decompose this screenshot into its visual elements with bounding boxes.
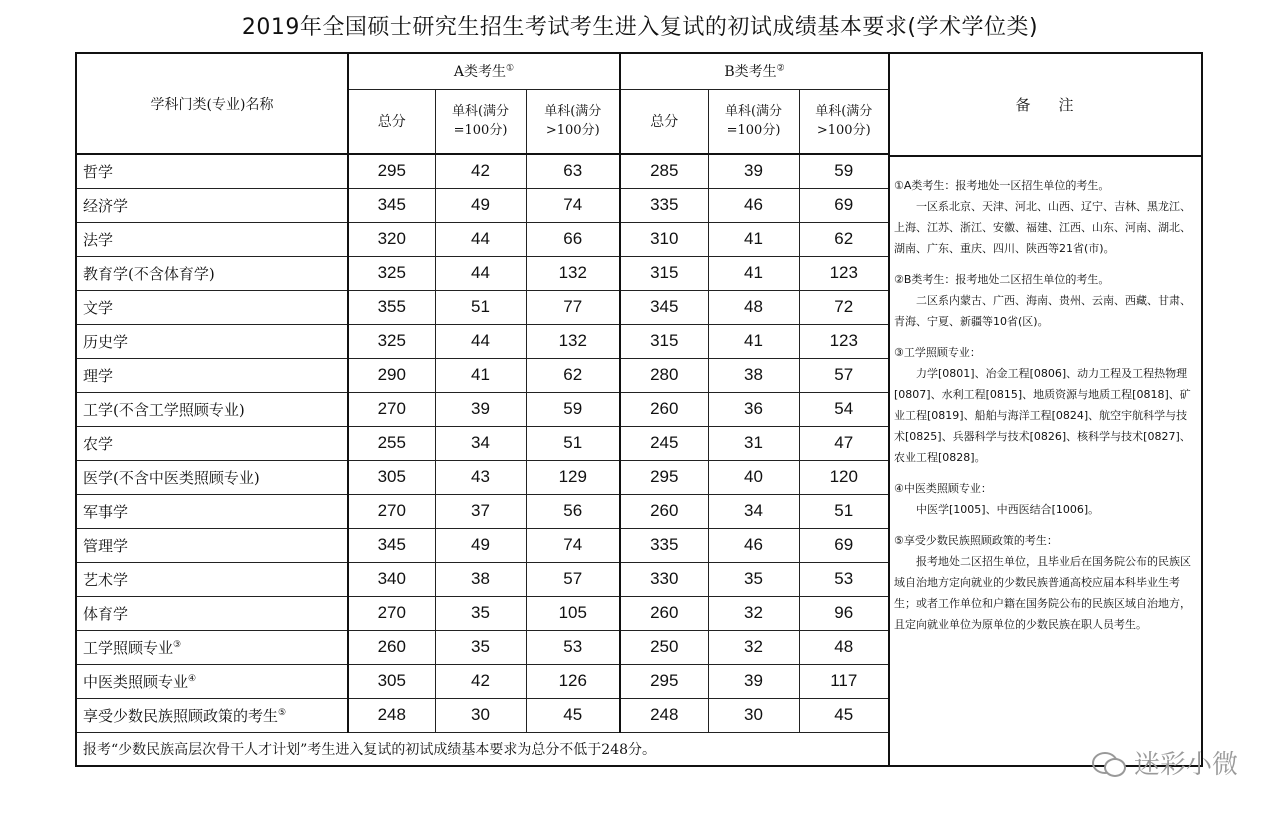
- note-block: [894, 530, 1195, 635]
- b-single-gt100-cell: 117: [799, 664, 889, 698]
- b-single-100-cell: 46: [708, 528, 799, 562]
- b-single-100-cell: 31: [708, 426, 799, 460]
- a-total-cell: 270: [348, 494, 435, 528]
- b-total-cell: 335: [620, 528, 708, 562]
- subject-name: 管理学: [76, 528, 348, 562]
- note-text: 报考地处二区招生单位，且毕业后在国务院公布的民族区域自治地方定向就业的少数民族普通高校应届本科毕业生考生；或者工作单位和户籍在国务院公布的民族区域自治地方，且定向就业单位为原单位的少数民族在职人员考生。: [894, 555, 1191, 631]
- subject-name: 经济学: [76, 188, 348, 222]
- group-a-header: A类考生①: [348, 53, 620, 89]
- b-single-gt100-cell: 51: [799, 494, 889, 528]
- b-single-gt100-cell: 123: [799, 256, 889, 290]
- a-single-gt100-cell: 63: [526, 154, 620, 188]
- b-single-100-cell: 35: [708, 562, 799, 596]
- notes-body: [888, 157, 1201, 635]
- note-title: ⑤享受少数民族照顾政策的考生：: [894, 534, 1058, 547]
- a-single-100-cell: 35: [435, 596, 526, 630]
- a-single-gt100-cell: 53: [526, 630, 620, 664]
- a-single-100-cell: 34: [435, 426, 526, 460]
- subject-name: 体育学: [76, 596, 348, 630]
- a-single-100-cell: 43: [435, 460, 526, 494]
- subject-name: 军事学: [76, 494, 348, 528]
- b-single-100-cell: 46: [708, 188, 799, 222]
- a-single-100-cell: 44: [435, 324, 526, 358]
- b-total-cell: 260: [620, 494, 708, 528]
- subject-name: 农学: [76, 426, 348, 460]
- page-title: 2019年全国硕士研究生招生考试考生进入复试的初试成绩基本要求(学术学位类): [241, 15, 1039, 40]
- b-total-cell: 295: [620, 664, 708, 698]
- b-single-gt100-cell: 72: [799, 290, 889, 324]
- b-total-cell: 260: [620, 392, 708, 426]
- a-total-cell: 260: [348, 630, 435, 664]
- a-single-gt100-cell: 59: [526, 392, 620, 426]
- table-row: [76, 324, 889, 358]
- a-total-cell: 290: [348, 358, 435, 392]
- table-row: [76, 290, 889, 324]
- b-total-cell: 330: [620, 562, 708, 596]
- a-total-cell: 248: [348, 698, 435, 732]
- a-single-gt100-header: 单科(满分 >100分): [526, 89, 620, 154]
- a-single-gt100-cell: 105: [526, 596, 620, 630]
- subject-name: 教育学(不含体育学): [76, 256, 348, 290]
- watermark-text: 迷彩小微: [1133, 750, 1238, 780]
- a-single-gt100-cell: 45: [526, 698, 620, 732]
- b-total-cell: 250: [620, 630, 708, 664]
- note-block: [894, 175, 1195, 259]
- b-single-gt100-cell: 45: [799, 698, 889, 732]
- b-single-100-cell: 48: [708, 290, 799, 324]
- b-single-100-cell: 36: [708, 392, 799, 426]
- table-row: [76, 528, 889, 562]
- b-total-cell: 245: [620, 426, 708, 460]
- b-single-gt100-cell: 54: [799, 392, 889, 426]
- b-single-100-cell: 41: [708, 324, 799, 358]
- a-total-cell: 305: [348, 460, 435, 494]
- table-row: [76, 596, 889, 630]
- b-single-gt100-cell: 59: [799, 154, 889, 188]
- b-single-100-cell: 39: [708, 154, 799, 188]
- b-single-gt100-cell: 53: [799, 562, 889, 596]
- a-single-100-cell: 49: [435, 188, 526, 222]
- a-single-100-cell: 51: [435, 290, 526, 324]
- table-row: [76, 630, 889, 664]
- a-total-cell: 270: [348, 392, 435, 426]
- b-single-100-cell: 40: [708, 460, 799, 494]
- b-total-cell: 335: [620, 188, 708, 222]
- a-total-cell: 255: [348, 426, 435, 460]
- a-single-gt100-cell: 51: [526, 426, 620, 460]
- b-single-100-cell: 30: [708, 698, 799, 732]
- subject-name: 中医类照顾专业④: [76, 664, 348, 698]
- note-text: 中医学[1005]、中西医结合[1006]。: [916, 503, 1100, 516]
- note-block: [894, 342, 1195, 468]
- b-single-gt100-cell: 120: [799, 460, 889, 494]
- note-text: 力学[0801]、冶金工程[0806]、动力工程及工程热物理[0807]、水利工程[0815]、地质资源与地质工程[0818]、矿业工程[0819]、船舶与海洋工程[0824]、航空宇航科学与技术[0825]、兵器科学与技术[0826]、核科学与技术[0827]、农业工程[0828]。: [894, 367, 1191, 464]
- a-single-gt100-cell: 62: [526, 358, 620, 392]
- a-single-gt100-cell: 126: [526, 664, 620, 698]
- a-total-cell: 270: [348, 596, 435, 630]
- score-table: [75, 52, 890, 767]
- b-single-gt100-cell: 69: [799, 528, 889, 562]
- subject-name: 哲学: [76, 154, 348, 188]
- subject-name: 法学: [76, 222, 348, 256]
- a-single-gt100-cell: 132: [526, 256, 620, 290]
- table-row: [76, 256, 889, 290]
- b-total-cell: 310: [620, 222, 708, 256]
- b-single-gt100-header: 单科(满分 >100分): [799, 89, 889, 154]
- wechat-icon: [1092, 750, 1126, 776]
- subject-name: 享受少数民族照顾政策的考生⑤: [76, 698, 348, 732]
- a-single-100-cell: 38: [435, 562, 526, 596]
- table-row: [76, 222, 889, 256]
- b-single-100-cell: 38: [708, 358, 799, 392]
- a-single-gt100-cell: 57: [526, 562, 620, 596]
- a-single-100-cell: 44: [435, 256, 526, 290]
- notes-panel: [888, 52, 1203, 767]
- a-single-100-cell: 37: [435, 494, 526, 528]
- b-single-gt100-cell: 57: [799, 358, 889, 392]
- a-single-100-cell: 44: [435, 222, 526, 256]
- b-single-100-cell: 32: [708, 630, 799, 664]
- a-single-gt100-cell: 74: [526, 528, 620, 562]
- subject-name: 理学: [76, 358, 348, 392]
- table-row: [76, 358, 889, 392]
- b-single-gt100-cell: 47: [799, 426, 889, 460]
- a-total-cell: 355: [348, 290, 435, 324]
- note-title: ①A类考生：报考地处一区招生单位的考生。: [894, 179, 1110, 192]
- b-single-100-cell: 34: [708, 494, 799, 528]
- b-total-cell: 315: [620, 324, 708, 358]
- table-row: [76, 154, 889, 188]
- a-single-gt100-cell: 77: [526, 290, 620, 324]
- a-total-header: 总分: [348, 89, 435, 154]
- b-single-100-header: 单科(满分 =100分): [708, 89, 799, 154]
- a-single-100-cell: 30: [435, 698, 526, 732]
- a-total-cell: 295: [348, 154, 435, 188]
- note-text: 二区系内蒙古、广西、海南、贵州、云南、西藏、甘肃、青海、宁夏、新疆等10省(区)。: [894, 294, 1191, 328]
- a-total-cell: 325: [348, 256, 435, 290]
- note-title: ③工学照顾专业：: [894, 346, 981, 359]
- subject-header: 学科门类(专业)名称: [76, 53, 348, 154]
- b-total-cell: 345: [620, 290, 708, 324]
- table-row: [76, 188, 889, 222]
- b-single-gt100-cell: 62: [799, 222, 889, 256]
- a-total-cell: 325: [348, 324, 435, 358]
- table-row: [76, 562, 889, 596]
- a-total-cell: 345: [348, 528, 435, 562]
- b-single-gt100-cell: 69: [799, 188, 889, 222]
- table-row: [76, 426, 889, 460]
- a-single-gt100-cell: 56: [526, 494, 620, 528]
- b-total-cell: 280: [620, 358, 708, 392]
- a-single-gt100-cell: 66: [526, 222, 620, 256]
- subject-name: 医学(不含中医类照顾专业): [76, 460, 348, 494]
- a-single-100-cell: 42: [435, 664, 526, 698]
- b-single-100-cell: 39: [708, 664, 799, 698]
- b-single-100-cell: 41: [708, 256, 799, 290]
- subject-name: 工学(不含工学照顾专业): [76, 392, 348, 426]
- b-total-cell: 295: [620, 460, 708, 494]
- subject-name: 历史学: [76, 324, 348, 358]
- a-single-gt100-cell: 132: [526, 324, 620, 358]
- b-single-100-cell: 41: [708, 222, 799, 256]
- a-total-cell: 345: [348, 188, 435, 222]
- b-total-cell: 285: [620, 154, 708, 188]
- a-single-100-cell: 42: [435, 154, 526, 188]
- subject-name: 文学: [76, 290, 348, 324]
- a-total-cell: 305: [348, 664, 435, 698]
- b-total-header: 总分: [620, 89, 708, 154]
- table-row: [76, 494, 889, 528]
- note-title: ④中医类照顾专业：: [894, 482, 992, 495]
- notes-header: 备注: [888, 54, 1201, 157]
- a-single-gt100-cell: 129: [526, 460, 620, 494]
- b-single-gt100-cell: 123: [799, 324, 889, 358]
- b-single-gt100-cell: 48: [799, 630, 889, 664]
- note-title: ②B类考生：报考地处二区招生单位的考生。: [894, 273, 1110, 286]
- subject-name: 艺术学: [76, 562, 348, 596]
- b-total-cell: 248: [620, 698, 708, 732]
- b-total-cell: 260: [620, 596, 708, 630]
- a-single-100-cell: 49: [435, 528, 526, 562]
- a-single-100-header: 单科(满分 =100分): [435, 89, 526, 154]
- a-single-100-cell: 39: [435, 392, 526, 426]
- table-row: [76, 698, 889, 732]
- table-row: [76, 664, 889, 698]
- table-row: [76, 392, 889, 426]
- note-block: [894, 478, 1195, 520]
- a-single-100-cell: 41: [435, 358, 526, 392]
- table-footer-note: 报考“少数民族高层次骨干人才计划”考生进入复试的初试成绩基本要求为总分不低于248分。: [76, 732, 889, 766]
- a-single-100-cell: 35: [435, 630, 526, 664]
- table-row: [76, 460, 889, 494]
- a-single-gt100-cell: 74: [526, 188, 620, 222]
- note-block: [894, 269, 1195, 332]
- b-single-100-cell: 32: [708, 596, 799, 630]
- a-total-cell: 340: [348, 562, 435, 596]
- watermark: [1092, 744, 1238, 781]
- a-total-cell: 320: [348, 222, 435, 256]
- b-total-cell: 315: [620, 256, 708, 290]
- subject-name: 工学照顾专业③: [76, 630, 348, 664]
- group-b-header: B类考生②: [620, 53, 889, 89]
- b-single-gt100-cell: 96: [799, 596, 889, 630]
- note-text: 一区系北京、天津、河北、山西、辽宁、吉林、黑龙江、上海、江苏、浙江、安徽、福建、江西、山东、河南、湖北、湖南、广东、重庆、四川、陕西等21省(市)。: [894, 200, 1191, 255]
